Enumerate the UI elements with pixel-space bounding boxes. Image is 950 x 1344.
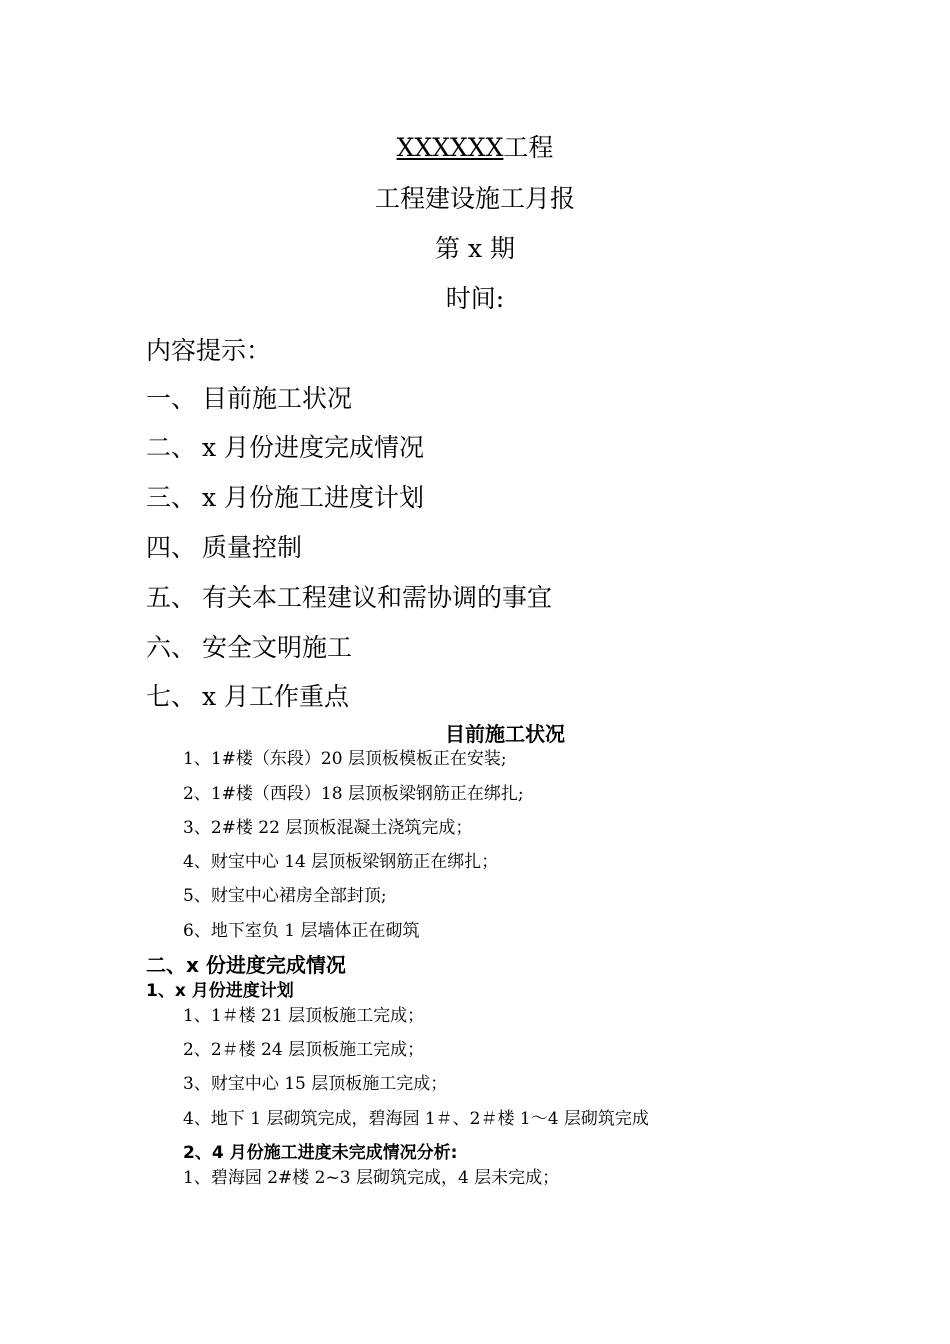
toc-item bbox=[146, 535, 302, 560]
toc-item-number: 一、 bbox=[146, 384, 197, 413]
toc-item bbox=[146, 485, 424, 510]
toc-item-number: 五、 bbox=[146, 583, 197, 612]
list-item: 6、地下室负 1 层墙体正在砌筑 bbox=[183, 921, 420, 941]
section2-sub1-heading: 1、x 月份进度计划 bbox=[146, 981, 294, 1001]
toc-item-text: 目前施工状况 bbox=[202, 384, 353, 413]
report-title: 工程建设施工月报 bbox=[374, 184, 575, 213]
toc-item-text: 安全文明施工 bbox=[202, 633, 353, 662]
list-item: 5、财宝中心裙房全部封顶; bbox=[183, 886, 387, 906]
list-item: 1、碧海园 2#楼 2~3 层砌筑完成，4 层未完成； bbox=[183, 1168, 560, 1188]
list-item: 2、1#楼（西段）18 层顶板梁钢筋正在绑扎; bbox=[183, 784, 524, 804]
project-name: XXXXXX bbox=[396, 133, 504, 162]
project-suffix: 工程 bbox=[503, 133, 554, 162]
toc-item-number: 二、 bbox=[146, 433, 197, 462]
toc-label: 内容提示： bbox=[146, 336, 272, 365]
project-title bbox=[0, 135, 950, 160]
toc-item bbox=[146, 585, 552, 610]
section2-sub2-heading: 2、4 月份施工进度未完成情况分析: bbox=[183, 1143, 458, 1163]
time-label: 时间: bbox=[445, 284, 505, 313]
list-item: 4、地下 1 层砌筑完成，碧海园 1＃、2＃楼 1～4 层砌筑完成 bbox=[183, 1109, 649, 1129]
toc-item-number: 六、 bbox=[146, 633, 197, 662]
toc-item bbox=[146, 435, 424, 460]
toc-item bbox=[146, 684, 349, 709]
toc-item-text: 质量控制 bbox=[202, 533, 303, 562]
toc-item bbox=[146, 635, 352, 660]
toc-item bbox=[146, 386, 352, 411]
section1-heading: 目前施工状况 bbox=[445, 722, 565, 746]
toc-item-number: 四、 bbox=[146, 533, 197, 562]
section2-heading: 二、x 份进度完成情况 bbox=[146, 953, 346, 977]
toc-item-number: 三、 bbox=[146, 483, 197, 512]
list-item: 3、2#楼 22 层顶板混凝土浇筑完成； bbox=[183, 818, 473, 838]
list-item: 3、财宝中心 15 层顶板施工完成； bbox=[183, 1074, 448, 1094]
list-item: 1、1#楼（东段）20 层顶板模板正在安装; bbox=[183, 749, 507, 769]
toc-item-number: 七、 bbox=[146, 682, 197, 711]
toc-item-text: x 月份进度完成情况 bbox=[202, 433, 425, 462]
toc-item-text: x 月工作重点 bbox=[202, 682, 350, 711]
list-item: 4、财宝中心 14 层顶板梁钢筋正在绑扎； bbox=[183, 852, 499, 872]
toc-item-text: x 月份施工进度计划 bbox=[202, 483, 425, 512]
list-item: 2、2＃楼 24 层顶板施工完成； bbox=[183, 1040, 425, 1060]
issue-number: 第 x 期 bbox=[435, 234, 515, 263]
toc-item-text: 有关本工程建议和需协调的事宜 bbox=[202, 583, 553, 612]
list-item: 1、1＃楼 21 层顶板施工完成； bbox=[183, 1006, 425, 1026]
